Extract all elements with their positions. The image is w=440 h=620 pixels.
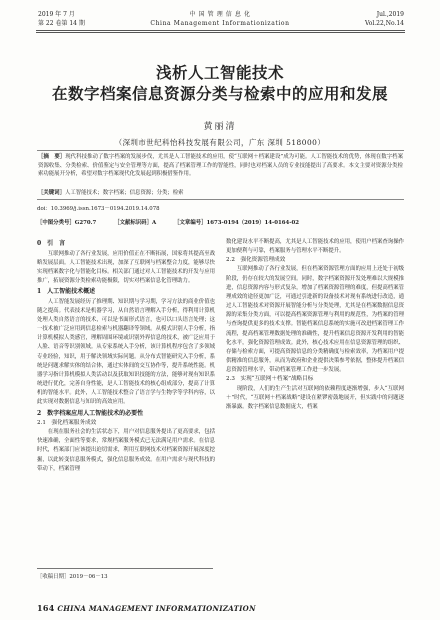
received-date: ［收稿日期］2019－06－13 bbox=[37, 568, 213, 580]
affiliation: （深圳市世纪科怡科技发展有限公司，广东 深圳 518000） bbox=[114, 138, 326, 147]
article-title-line-1: 浅析人工智能技术 bbox=[155, 63, 284, 82]
abstract-label: ［摘 要］ bbox=[38, 154, 66, 160]
paragraph-intro: 互联网推动了各行业发展，应用价值正在不断拓展，国家将其提高至战略发展层面。人工智能技术出现，加深了互联网与档案整合力度，能够尽快实现档案数字化与智能化目标。相关部门通过对人工智能技术的开发与应用推广，拓展资源分类检索功能极限，切实对档案信息化管理助力。 bbox=[37, 250, 215, 284]
document-code: ［文献标识码］A bbox=[114, 220, 157, 226]
abstract bbox=[37, 151, 404, 189]
clc-number: ［中图分类号］G270.7 bbox=[37, 220, 97, 226]
keywords-text: 人工智能技术；数字档案；信息资源；分类；检索 bbox=[64, 190, 184, 196]
keywords-label: ［关键词］ bbox=[38, 190, 65, 196]
header-right bbox=[365, 10, 404, 28]
subsection-heading-2-2: 2.2 强化资源管理成效 bbox=[226, 257, 286, 264]
footer-journal-name: CHINA MANAGEMENT INFORMATIONIZATION bbox=[57, 604, 256, 613]
paragraph-2-2: 互联网推动了各行业发展，但在档案资源管理方面的应用上还处于初级阶段，仍存在较大的发展空间。同时，数字档案资源开发处理难以大规模推进，信息资源内容与形式复杂，增加了档案资源管理的难度，但提高档案管理成效的途径更加广泛，可通过引进新的设备技术对现有系统进行改造，通过人工智能技术对资源开展智能分析与分类处理，尤其是在档案数据信息资源的采集分类方面，可以提高档案资源管理与利用的规范性，为档案的管理与查询提供更多的技术支撑。智能档案信息系统的实施可改进档案管理工作流程，提高档案管理数据处理的准确性，提升档案信息资源开发利用的智能化水平，强化资源管理成效。此外，核心技术应用在信息资源管理的组织、存储与检索方面，可提高资源信息的分类精确度与检索效率，为档案用户提供精准的信息服务，从而为政府和企业提供决策参考依据，整体提升档案信息资源管理水平，带动档案管理工作进一步发展。 bbox=[226, 266, 404, 374]
header-volume: 第 22 卷第 14 期 bbox=[38, 20, 85, 27]
section-heading-2: 2 数字档案应用人工智能技术的必要性 bbox=[37, 409, 144, 417]
abstract-box bbox=[37, 150, 404, 200]
section-heading-intro: 0 引 言 bbox=[37, 240, 66, 247]
doi: doi：10.3969/j.issn.1673－0194.2019.14.078 bbox=[37, 206, 160, 212]
section-heading-1: 1 人工智能技术概述 bbox=[37, 288, 96, 296]
journal-name-en: China Management Informationization bbox=[150, 20, 290, 27]
paragraph-2-1: 在现在服务社会的生活状态下，用户对信息服务提出了更高要求，包括快速准确，全面性等要求，常规档案服务模式已无法满足用户需求。在信息时代，档案部门应该提出迫切需求，利用互联网技术对档案资源开展深度挖掘，以此转变信息服务模式，强化信息服务成效。在用户需求与现代科技的带动下，档案管理 bbox=[37, 429, 215, 472]
body-column-right bbox=[226, 238, 404, 594]
subsection-heading-2-1: 2.1 强化档案服务成效 bbox=[37, 420, 97, 426]
article-number: ［文章编号］1673-0194（2019）14-0164-02 bbox=[174, 220, 299, 226]
author: 黄丽清 bbox=[203, 122, 237, 132]
header-date-en: Jul.,2019 bbox=[376, 11, 404, 18]
paragraph-1: 人工智能发展经历了推理期、知识期与学习期，学习方法的商业价值也随之提高。代表技术是机器学习，从自然语言理解入手分析，得利用计算机处理人类自然语言的技术，可以是书面形式语言，也可以口头语言处理；这一技术被广泛应用到信息检索与机器翻译等领域。从模式识别人手分析，指计算机模拟人类感官，理解周围环境或识别外界信息的技术，被广泛应用于人脸、语音等识别领域。从专家系统入手分析，该计算机程序包含了多领域专业经验，知识，用于解决领域实际问题。从分布式智能研究入手分析，系统是问题求解实体的结合体，通过实体间的交互协作等，提升系统性能。机器学习指计算机模拟人类活动以及获取知识技能的方法，能够对现有知识系统进行优化，完善自身性能，是人工智能技术的核心组成部分，提高了计算机的智能水平。此外，人工智能技术整合了语言学与生物学等学科内容，以此实现对数据信息与知识的高效应用。 bbox=[37, 298, 215, 406]
abstract-text: 现代科技推动了数字档案的发展步伐，尤其是人工智能技术的应用，使“互联网＋档案建设”成为可能。人工智能技术的优势，体现在数字档案资源收集、分类检索、价值鉴定与安全管理等方面，提高了档案管理工作的智能性，同时也对档案人员的专业技能提出了高要求。本文主要对资源分类检索功能展开分析，希望对数字档案现代化发展起到积极借鉴作用。 bbox=[38, 154, 403, 178]
header-rule bbox=[36, 30, 405, 31]
body-column-left bbox=[37, 238, 215, 474]
article-title-line-2: 在数字档案信息资源分类与检索中的应用和发展 bbox=[51, 84, 388, 103]
header-date: 2019 年 7 月 bbox=[38, 11, 75, 18]
paragraph-2-3: 现阶段，人们的生产生活对互联网的依赖程度逐渐增强，步入“互联网＋”时代，“互联网＋档案战略”建设在紧锣密鼓地展开，但实践中的问题逐渐暴露。数字档案信息数据庞大，档案 bbox=[226, 385, 404, 410]
subsection-heading-2-3: 2.3 实现“互联网＋档案”战略目标 bbox=[226, 376, 314, 383]
page-number: 164 bbox=[37, 603, 55, 613]
classification-row bbox=[37, 219, 404, 228]
header-volume-en: Vol.22,No.14 bbox=[364, 20, 404, 27]
paragraph-continued: 数化建设水平不断提高，尤其是人工智能技术的应用，使用户档案查询操作更加便利与可靠，档案服务与管理水平不断提升。 bbox=[226, 239, 404, 255]
keywords bbox=[37, 189, 404, 197]
header-rule-2 bbox=[36, 32, 405, 33]
page-footer bbox=[37, 603, 256, 613]
journal-name-cn: 中 国 管 理 信 息 化 bbox=[189, 11, 251, 18]
